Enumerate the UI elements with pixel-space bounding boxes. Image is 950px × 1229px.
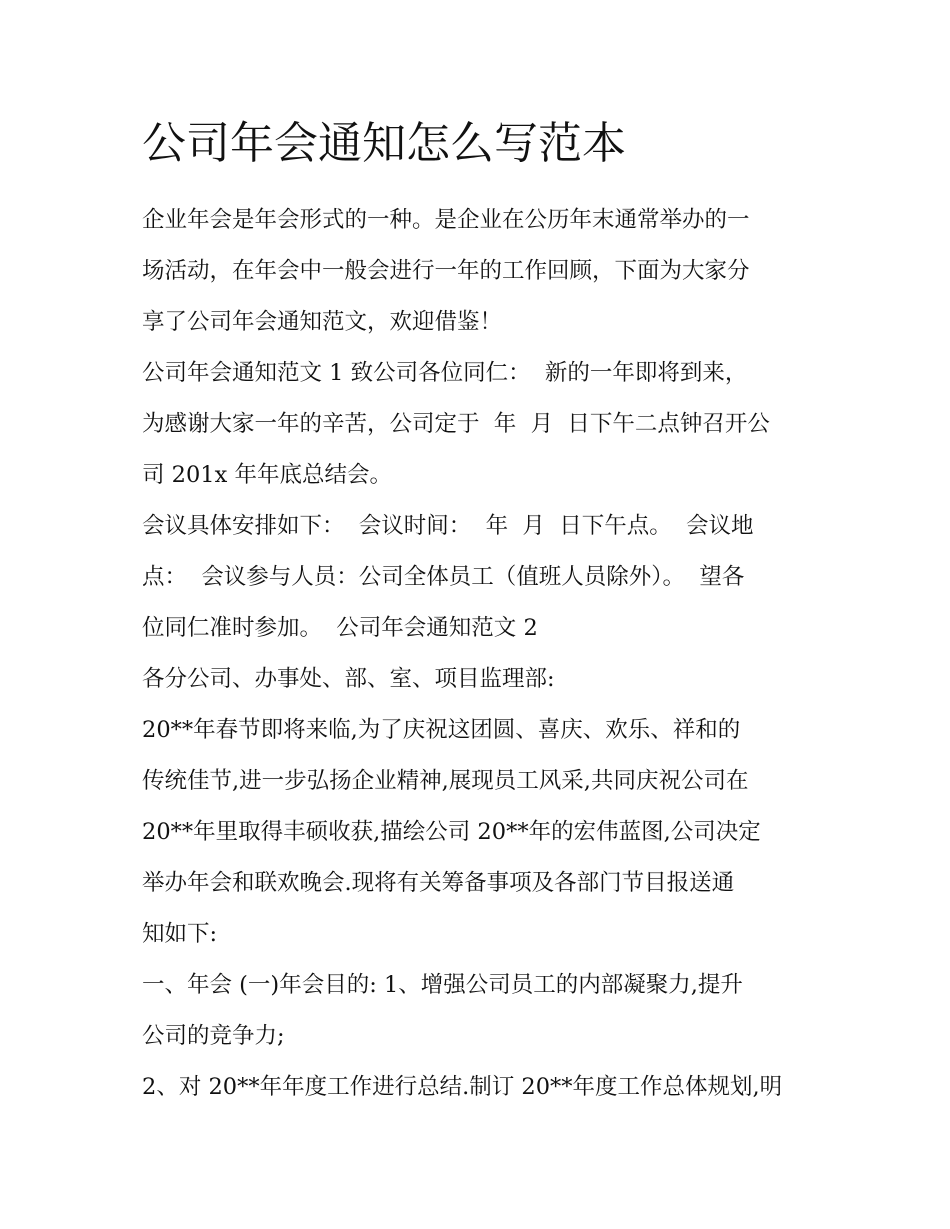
text-line: 一、年会 (一)年会目的: 1、增强公司员工的内部凝聚力,提升: [142, 972, 743, 998]
text-line: 场活动，在年会中一般会进行一年的工作回顾，下面为大家分: [142, 258, 750, 284]
text-line: 20**年里取得丰硕收获,描绘公司 20**年的宏伟蓝图,公司决定: [142, 819, 761, 845]
text-line: 位同仁准时参加。 公司年会通知范文 2: [142, 615, 538, 641]
document-title: 公司年会通知怎么写范本: [142, 118, 626, 169]
text-line: 各分公司、办事处、部、室、项目监理部:: [142, 666, 555, 692]
text-line: 20**年春节即将来临,为了庆祝这团圆、喜庆、欢乐、祥和的: [142, 717, 741, 743]
text-line: 举办年会和联欢晚会.现将有关筹备事项及各部门节目报送通: [142, 870, 735, 896]
text-line: 企业年会是年会形式的一种。是企业在公历年末通常举办的一: [142, 207, 750, 233]
text-line: 司 201x 年年底总结会。: [142, 462, 392, 488]
text-line: 2、对 20**年年度工作进行总结.制订 20**年度工作总体规划,明: [142, 1074, 783, 1100]
text-line: 点： 会议参与人员：公司全体员工（值班人员除外）。 望各: [142, 564, 745, 590]
text-line: 会议具体安排如下： 会议时间： 年 月 日下午点。 会议地: [142, 513, 754, 539]
text-line: 公司年会通知范文 1 致公司各位同仁： 新的一年即将到来，: [142, 360, 748, 386]
text-line: 为感谢大家一年的辛苦，公司定于 年 月 日下午二点钟召开公: [142, 411, 770, 437]
text-line: 传统佳节,进一步弘扬企业精神,展现员工风采,共同庆祝公司在: [142, 768, 749, 794]
text-line: 公司的竞争力;: [142, 1023, 285, 1049]
text-line: 知如下:: [142, 921, 218, 947]
text-line: 享了公司年会通知范文，欢迎借鉴！: [142, 309, 503, 335]
